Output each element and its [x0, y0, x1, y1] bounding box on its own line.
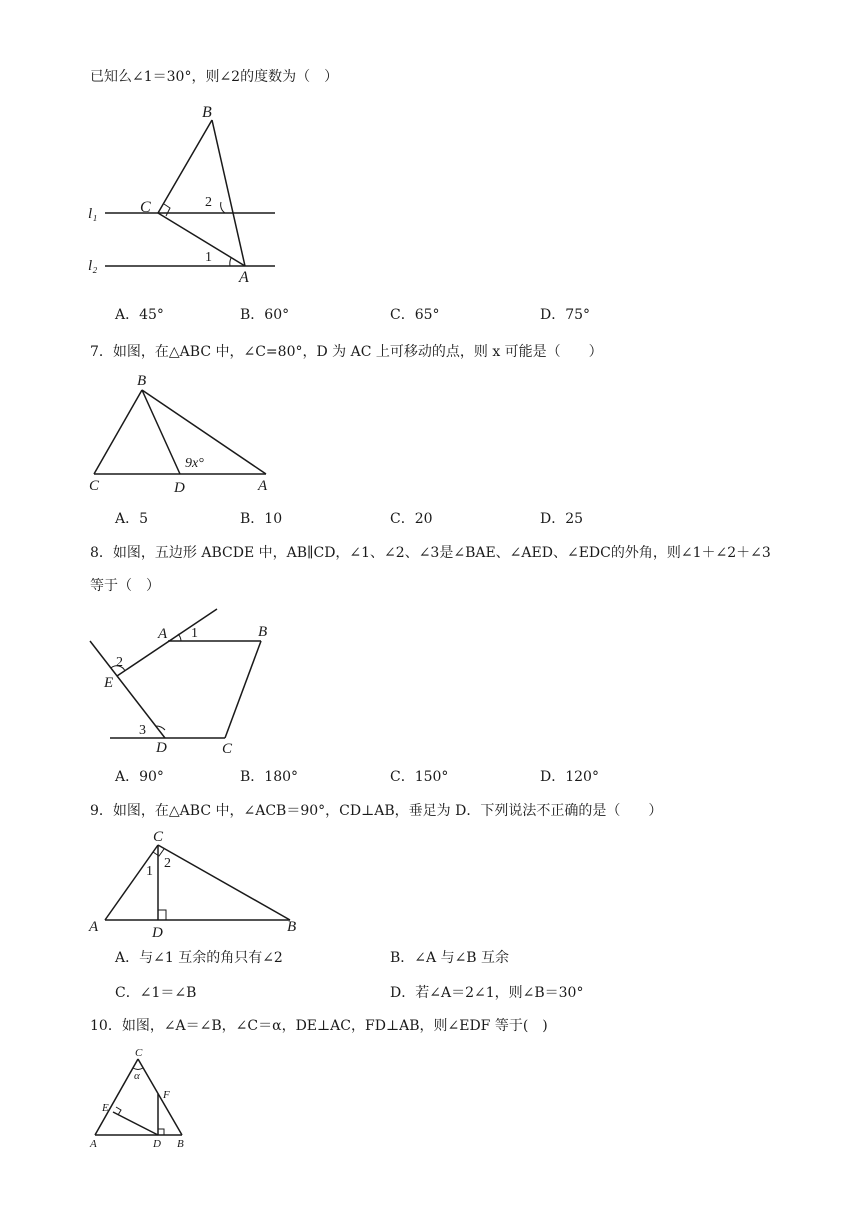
q9-option-d: D．若∠A＝2∠1，则∠B＝30° — [390, 985, 584, 1001]
q9-label-B: B — [287, 919, 297, 935]
q9-label-A: A — [89, 919, 99, 935]
q8-figure — [85, 605, 295, 760]
q7-option-b: B．10 — [240, 511, 283, 527]
q8-option-c: C．150° — [390, 769, 449, 785]
q6-label-C: C — [140, 199, 151, 216]
q7-angle-x: 9x° — [185, 456, 204, 471]
q6-angle-2: 2 — [205, 195, 212, 210]
q6-option-d: D．75° — [540, 307, 591, 323]
q9-option-c: C．∠1＝∠B — [115, 985, 197, 1001]
q10-label-A: A — [90, 1138, 97, 1150]
q8-label-D: D — [156, 740, 167, 756]
q6-option-c: C．65° — [390, 307, 440, 323]
q6-label-A: A — [239, 269, 249, 286]
q10-label-B: B — [177, 1138, 184, 1150]
q8-stem-line2: 等于（ ） — [90, 578, 160, 594]
q10-label-F: F — [163, 1089, 170, 1101]
q8-angle-2: 2 — [116, 655, 123, 670]
q10-label-alpha: α — [134, 1070, 140, 1082]
q8-label-B: B — [258, 624, 268, 640]
q8-angle-1: 1 — [191, 626, 198, 641]
q9-angle-1: 1 — [146, 864, 153, 879]
q9-label-D: D — [152, 925, 163, 941]
q8-label-A: A — [158, 626, 168, 642]
q8-angle-3: 3 — [139, 723, 146, 738]
q7-label-B: B — [137, 373, 147, 389]
q10-stem: 10．如图，∠A＝∠B，∠C＝α，DE⊥AC，FD⊥AB，则∠EDF 等于( ) — [90, 1018, 548, 1034]
q8-option-b: B．180° — [240, 769, 299, 785]
q9-option-b: B．∠A 与∠B 互余 — [390, 950, 510, 966]
q9-angle-2: 2 — [164, 856, 171, 871]
q8-stem-line1: 8．如图，五边形 ABCDE 中，AB∥CD，∠1、∠2、∠3是∠BAE、∠AED、∠EDC的外角，则∠1＋∠2＋∠3 — [90, 545, 771, 561]
q8-label-E: E — [104, 675, 114, 691]
q6-label-l2: l₂ — [88, 258, 98, 274]
q6-label-B: B — [202, 104, 212, 121]
q7-option-a: A．5 — [115, 511, 149, 527]
q10-figure — [85, 1043, 195, 1153]
q6-stem: 已知么∠1＝30°，则∠2的度数为（ ） — [90, 69, 339, 85]
q8-option-a: A．90° — [115, 769, 164, 785]
q7-label-A: A — [258, 478, 268, 494]
q10-label-C: C — [135, 1047, 143, 1059]
q10-label-D: D — [153, 1138, 161, 1150]
q7-figure — [80, 368, 290, 498]
q9-label-C: C — [153, 829, 164, 845]
q7-option-d: D．25 — [540, 511, 584, 527]
q8-option-d: D．120° — [540, 769, 599, 785]
q9-stem: 9．如图，在△ABC 中，∠ACB＝90°，CD⊥AB，垂足为 D．下列说法不正确的是（ ） — [90, 803, 663, 819]
q9-option-a: A．与∠1 互余的角只有∠2 — [115, 950, 283, 966]
q9-figure — [85, 825, 310, 940]
q6-angle-1: 1 — [205, 250, 212, 265]
q6-option-b: B．60° — [240, 307, 290, 323]
q7-label-C: C — [89, 478, 100, 494]
q6-figure — [80, 100, 290, 290]
q6-label-l1: l₁ — [88, 206, 98, 222]
q10-label-E: E — [102, 1102, 109, 1114]
q7-option-c: C．20 — [390, 511, 433, 527]
q8-label-C: C — [222, 741, 233, 757]
q6-option-a: A．45° — [115, 307, 164, 323]
q7-stem: 7．如图，在△ABC 中，∠C=80°，D 为 AC 上可移动的点，则 x 可能是（ ） — [90, 344, 603, 360]
q7-label-D: D — [174, 480, 185, 496]
